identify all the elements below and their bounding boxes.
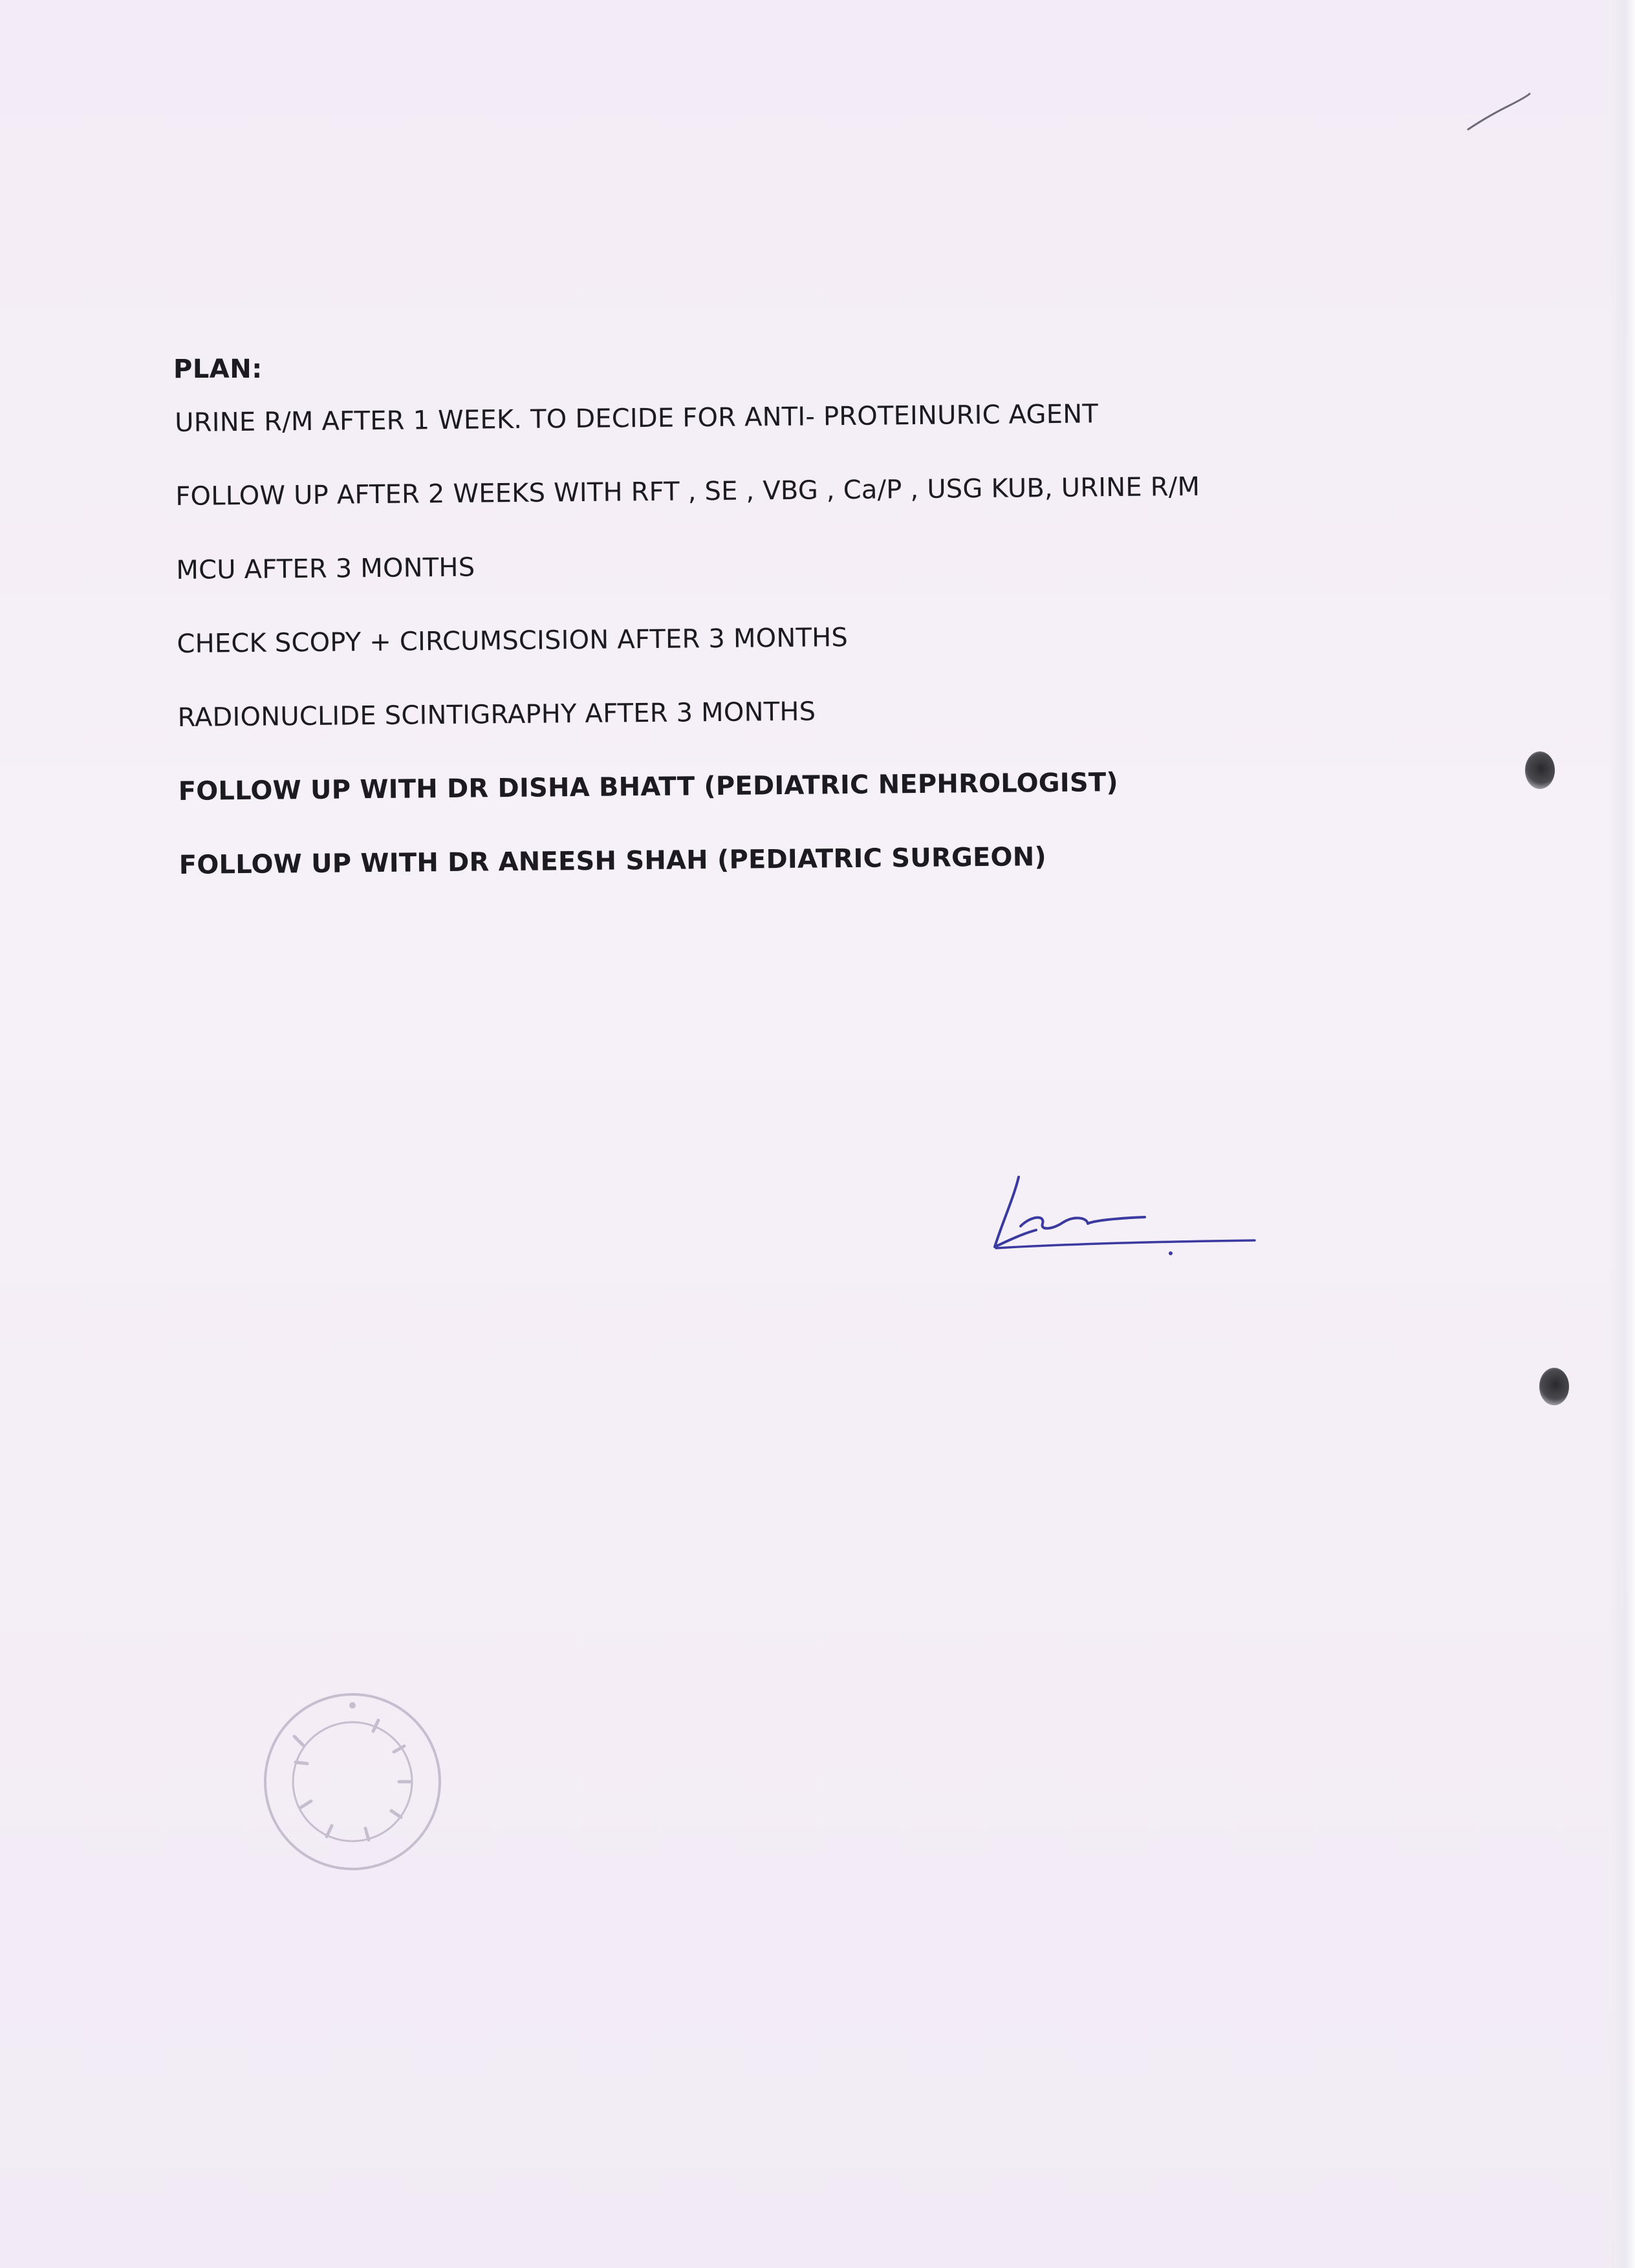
plan-item-follow-up-2-weeks: FOLLOW UP AFTER 2 WEEKS WITH RFT , SE , VBG , Ca/P , USG KUB, URINE R/M — [175, 471, 1200, 512]
punch-hole-lower — [1539, 1368, 1569, 1405]
plan-list — [175, 398, 1204, 923]
plan-item-mcu: MCU AFTER 3 MONTHS — [176, 552, 475, 585]
plan-heading: PLAN: — [173, 354, 263, 384]
page-edge — [1609, 0, 1635, 2268]
punch-hole-upper — [1525, 751, 1555, 789]
plan-item-surgeon: FOLLOW UP WITH DR ANEESH SHAH (PEDIATRIC SURGEON) — [179, 842, 1047, 880]
scratch-mark — [1462, 91, 1533, 142]
plan-item-radionuclide: RADIONUCLIDE SCINTIGRAPHY AFTER 3 MONTHS — [177, 697, 816, 733]
plan-item-urine-rm: URINE R/M AFTER 1 WEEK. TO DECIDE FOR ANTI- PROTEINURIC AGENT — [175, 399, 1099, 438]
plan-item-check-scopy: CHECK SCOPY + CIRCUMSCISION AFTER 3 MONTHS — [177, 623, 849, 659]
plan-item-nephrologist: FOLLOW UP WITH DR DISHA BHATT (PEDIATRIC NEPHROLOGIST) — [178, 768, 1119, 806]
handwritten-signature — [983, 1171, 1261, 1261]
hospital-stamp — [255, 1685, 449, 1879]
